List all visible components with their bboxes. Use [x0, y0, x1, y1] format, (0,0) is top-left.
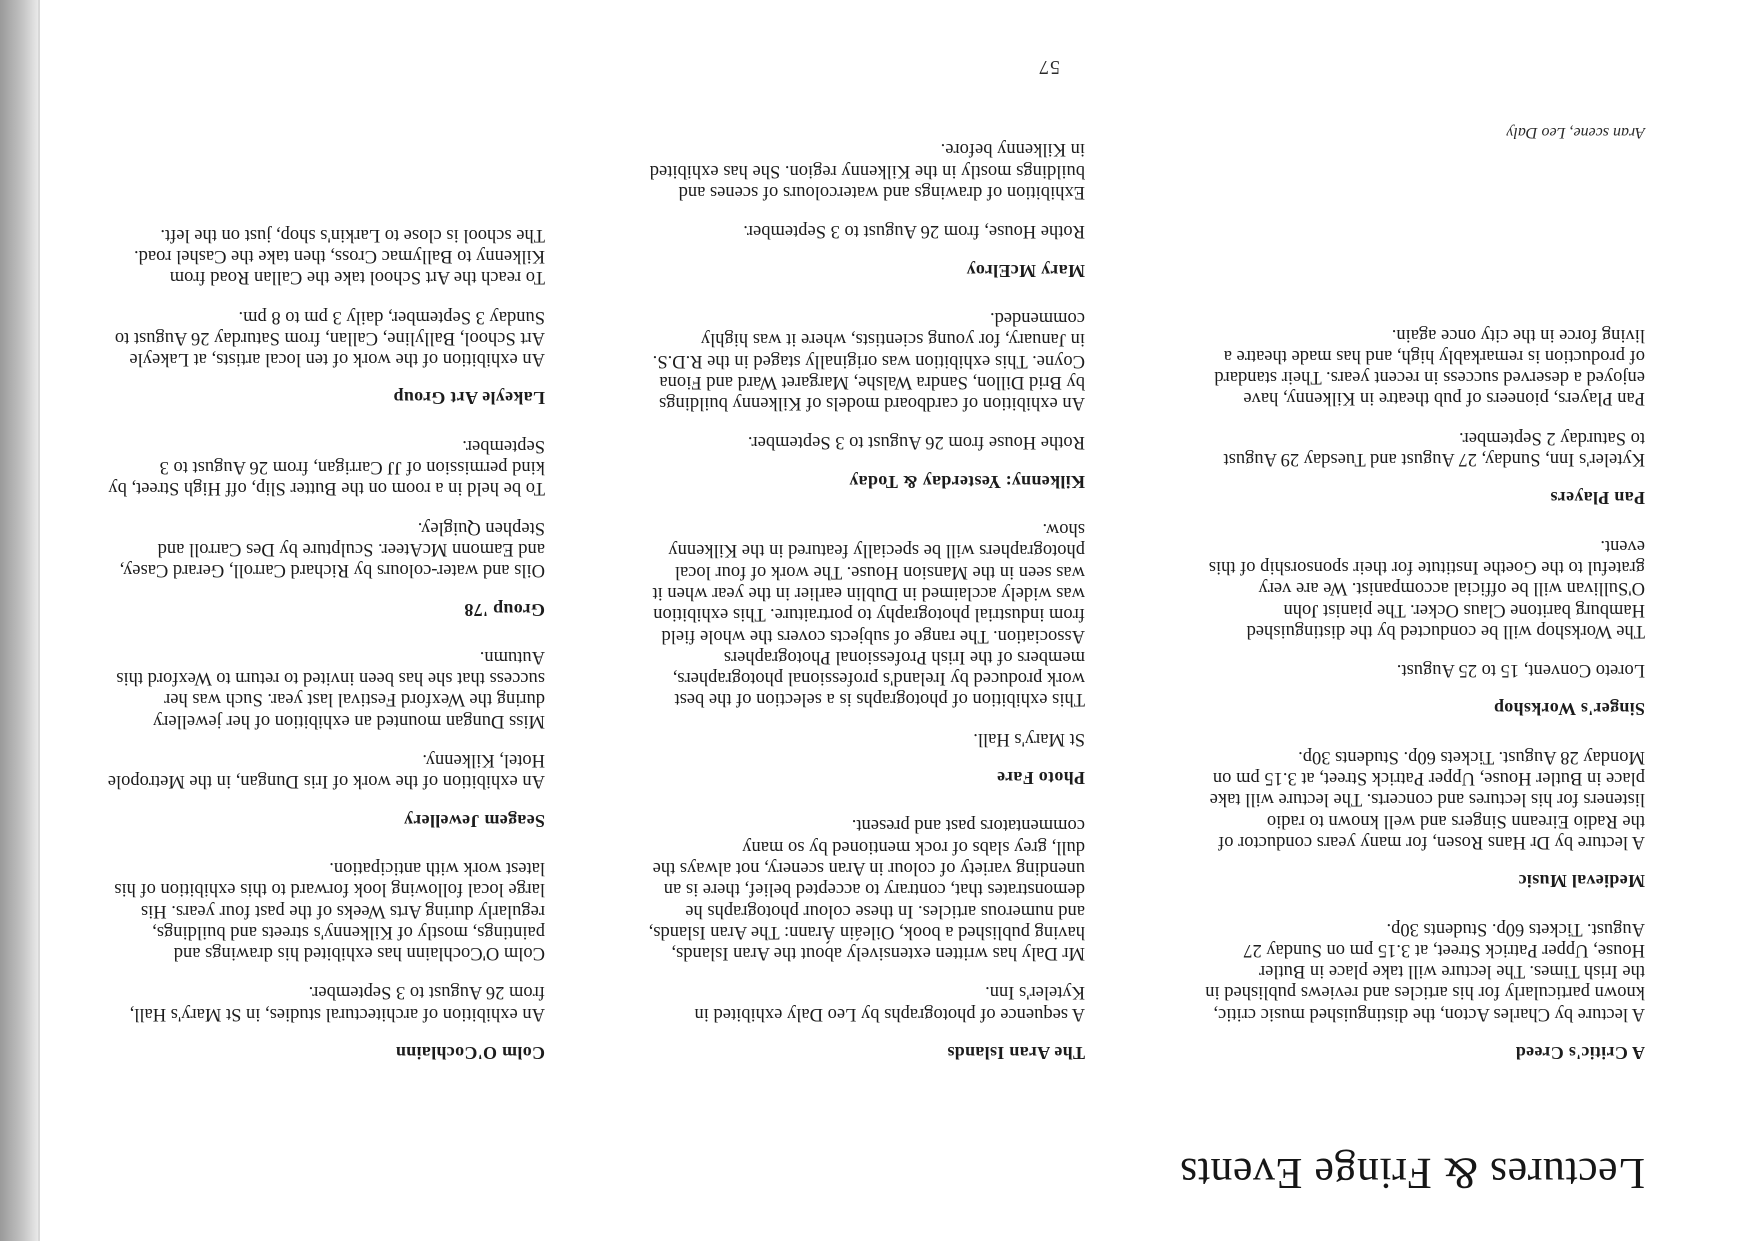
page-number: 57 [1038, 56, 1060, 78]
section-text: Rothe House, from 26 August to 3 September. [743, 221, 1085, 242]
section-text: Rothe House from 26 August to 3 September. [747, 432, 1085, 453]
section-text: Mr Daly has written extensively about the Aran Islands, having published a book, Oileáin Árann: The Aran Islands, and numerous articles. In these colour photographs he demonstrates that, contrary to accepted belief, there is an unending variety of colour in Aran scenery, not always the dull, grey slabs of rock mentioned by so many commentators past and present. [648, 815, 1085, 964]
section-text: A lecture by Dr Hans Rosen, for many years conductor of the Radio Eireann Singers and well known to radio listeners for his lectures and concerts. The lecture will take place in Butler House, Upper Patrick Street, at 3.15 pm on Monday 28 August. Tickets 60p. Students 30p. [1209, 746, 1645, 852]
section-title-kilkenny-yesterday-today: Kilkenny: Yesterday & Today [849, 471, 1085, 492]
section-text: An exhibition of cardboard models of Kilkenny buildings by Brid Dillon, Sandra Walshe, Margaret Ward and Fiona Coyne. This exhibition was originally staged in the R.D.S. in January, for young scientists, where it was highly commended. [652, 307, 1085, 414]
section-text: Loreto Convent, 15 to 25 August. [1396, 660, 1645, 681]
section-text: Pan Players, pioneers of pub theatre in Kilkenny, have enjoyed a deserved success in recent years. Their standard of production is remarkably high, and has made theatre a living force in the city once again. [1214, 324, 1645, 409]
section-title-pan-players: Pan Players [1550, 488, 1645, 509]
column-1 [1205, 305, 1645, 1063]
section-text: St Mary's Hall. [973, 728, 1085, 749]
section-title-singers-workshop: Singer's Workshop [1493, 699, 1645, 720]
section-text: A lecture by Charles Acton, the distinguished music critic, known particularly for his articles and reviews published in the Irish Times. The lecture will take place in Butler House, Upper Patrick Street, at 3.15 pm on Sunday 27 August. Tickets 60p. Students 30p. [1205, 918, 1645, 1024]
scan-edge-line [38, 0, 40, 1241]
section-text: Miss Dungan mounted an exhibition of her jewellery during the Wexford Festival last year. Such was her success that she has been invited to return to Wexford this Autumn. [116, 646, 545, 731]
section-title-lakeyle-art-group: Lakeyle Art Group [393, 388, 545, 409]
scan-edge-shadow [0, 0, 38, 1241]
section-text: Kyteler's Inn, Sunday, 27 August and Tuesday 29 August to Saturday 2 September. [1223, 427, 1645, 470]
section-title-photo-fare: Photo Fare [996, 768, 1085, 789]
section-text: An exhibition of architectural studies, in St Mary's Hall, from 26 August to 3 September. [129, 982, 545, 1024]
section-text: Colm O'Cochlainn has exhibited his drawings and paintings, mostly of Kilkenny's streets and buildings, regularly during Arts Weeks of the past four years. His large local following look forward to this exhibition of his latest work with anticipation. [114, 857, 545, 964]
section-text: Oils and water-colours by Richard Carroll, Gerard Casey, and Eamonn McAteer. Sculpture by Des Carroll and Stephen Quigley. [119, 517, 545, 581]
section-text: Exhibition of drawings and watercolours of scenes and buildings mostly in the Kilkenny region. She has exhibited in Kilkenny before. [649, 139, 1085, 203]
section-text: This exhibition of photographs is a selection of the best work produced by Ireland's professional photographers, members of the Irish Professional Photographers Association. The range of subjects covers the whole field from industrial photography to portraiture. This exhibition was widely acclaimed in Dublin earlier in the year when it was seen in the Mansion House. The work of four local photographers will be specially featured in the Kilkenny show. [652, 519, 1085, 710]
photo-caption: Aran scene, Leo Daly [1506, 124, 1645, 141]
section-title-medieval-music: Medieval Music [1518, 871, 1645, 892]
section-text: A sequence of photographs by Leo Daly exhibited in Kyteler's Inn. [694, 982, 1085, 1024]
section-text: An exhibition of the work of ten local artists, at Lakeyle Art School, Ballyline, Callan, from Saturday 26 August to Sunday 3 September, daily 3 pm to 8 pm. [114, 306, 545, 370]
column-2 [645, 120, 1085, 1063]
section-title-group-78: Group '78 [464, 599, 545, 620]
section-text: An exhibition of the work of Iris Dungan, in the Metropole Hotel, Kilkenny. [107, 750, 545, 792]
page-title: Lectures & Fringe Events [1179, 1149, 1645, 1198]
section-text: The Workshop will be conducted by the distinguished Hamburg baritone Claus Ocker. The pianist John O'Sullivan will be official accompanist. We are very grateful to the Goethe Institute for their sponsorship of this event. [1208, 535, 1645, 641]
section-title-mary-mcelroy: Mary McElroy [966, 260, 1085, 281]
section-text: To reach the Art School take the Callan Road from Kilkenny to Ballymac Cross, then take the Cashel road. The school is close to Larkin's shop, just on the left. [133, 224, 545, 288]
section-title-colm-ocochlainn: Colm O'Cochlainn [395, 1043, 545, 1063]
section-title-aran-islands: The Aran Islands [947, 1043, 1085, 1063]
section-title-critics-creed: A Critic's Creed [1515, 1043, 1645, 1063]
column-3 [105, 205, 545, 1063]
section-text: To be held in a room on the Butter Slip, off High Street, by kind permission of JJ Carrigan, from 26 August to 3 September. [108, 435, 545, 499]
section-title-seagem-jewellery: Seagem Jewellery [403, 810, 545, 831]
